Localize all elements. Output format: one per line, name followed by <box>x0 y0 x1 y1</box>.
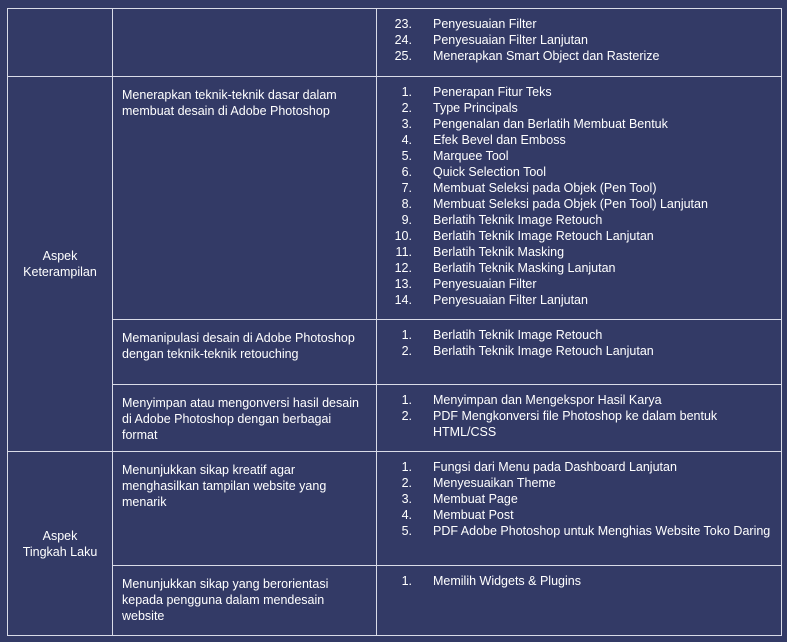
topic-number: 6. <box>401 165 412 179</box>
topic-text: PDF Adobe Photoshop untuk Menghias Website Toko Daring <box>433 524 771 538</box>
topic-item <box>377 196 773 212</box>
topic-number: 7. <box>401 181 412 195</box>
topic-list <box>377 573 773 589</box>
topic-number: 10. <box>394 229 412 243</box>
topic-text: Penyesuaian Filter Lanjutan <box>433 293 588 307</box>
topic-item <box>377 228 773 244</box>
topic-text: Menyesuaikan Theme <box>433 476 556 490</box>
topic-item <box>377 164 773 180</box>
aspect-skills-label-line2: Keterampilan <box>23 265 97 279</box>
topic-number: 12. <box>394 261 412 275</box>
topic-number: 3. <box>401 492 412 506</box>
topics-cell <box>377 385 782 452</box>
topic-list <box>377 84 773 308</box>
topic-item <box>377 343 773 359</box>
topic-item <box>377 180 773 196</box>
topic-item <box>377 116 773 132</box>
curriculum-table <box>7 8 782 636</box>
topic-text: Fungsi dari Menu pada Dashboard Lanjutan <box>433 460 677 474</box>
topic-item <box>377 392 773 408</box>
topic-number: 3. <box>401 117 412 131</box>
topic-number: 4. <box>401 508 412 522</box>
topic-text: Memilih Widgets & Plugins <box>433 574 581 588</box>
topic-list <box>377 392 773 440</box>
topic-item <box>377 48 773 64</box>
aspect-skills-cell <box>8 77 113 452</box>
topic-text: Berlatih Teknik Image Retouch Lanjutan <box>433 344 654 358</box>
topics-cell <box>377 320 782 385</box>
topic-number: 9. <box>401 213 412 227</box>
topic-item <box>377 507 773 523</box>
table-row <box>8 9 782 77</box>
topic-item <box>377 148 773 164</box>
topic-number: 24. <box>394 33 412 47</box>
topic-text: Penerapan Fitur Teks <box>433 85 552 99</box>
competency-cell: Menyimpan atau mengonversi hasil desain di Adobe Photoshop dengan berbagai format <box>113 385 377 452</box>
aspect-behavior-label-line1: Aspek <box>42 528 78 543</box>
topic-number: 13. <box>394 277 412 291</box>
topic-text: Pengenalan dan Berlatih Membuat Bentuk <box>433 117 668 131</box>
topic-item <box>377 100 773 116</box>
table-row <box>8 320 782 385</box>
topic-item <box>377 573 773 589</box>
topic-number: 8. <box>401 197 412 211</box>
table-row <box>8 452 782 566</box>
competency-cell: Memanipulasi desain di Adobe Photoshop dengan teknik-teknik retouching <box>113 320 377 385</box>
topic-text: Berlatih Teknik Masking <box>433 245 565 259</box>
topic-text: Berlatih Teknik Masking Lanjutan <box>433 261 616 275</box>
topic-number: 1. <box>401 393 412 407</box>
topic-text: Membuat Seleksi pada Objek (Pen Tool) Lanjutan <box>433 197 708 211</box>
topic-text: Berlatih Teknik Image Retouch <box>433 328 603 342</box>
table-row <box>8 77 782 320</box>
topic-text: Quick Selection Tool <box>433 165 547 179</box>
topic-list <box>377 327 773 359</box>
competency-cell: Menunjukkan sikap kreatif agar menghasilkan tampilan website yang menarik <box>113 452 377 566</box>
topic-item <box>377 212 773 228</box>
topic-number: 2. <box>401 476 412 490</box>
topic-text: Penyesuaian Filter <box>433 277 537 291</box>
topic-item <box>377 132 773 148</box>
topic-text: Marquee Tool <box>433 149 509 163</box>
topic-number: 1. <box>401 328 412 342</box>
topic-text: Berlatih Teknik Image Retouch Lanjutan <box>433 229 654 243</box>
topic-item <box>377 475 773 491</box>
topic-item <box>377 491 773 507</box>
topic-text: Penyesuaian Filter Lanjutan <box>433 33 588 47</box>
topic-text: Menerapkan Smart Object dan Rasterize <box>433 49 660 63</box>
topic-item <box>377 84 773 100</box>
topics-cell <box>377 9 782 77</box>
topic-number: 1. <box>401 574 412 588</box>
topic-item <box>377 260 773 276</box>
topic-number: 11. <box>395 245 412 259</box>
topic-number: 25. <box>394 49 412 63</box>
topic-number: 5. <box>401 524 412 538</box>
topic-number: 5. <box>401 149 412 163</box>
topic-text: Type Principals <box>433 101 518 115</box>
topic-item <box>377 523 773 539</box>
aspect-behavior-label-line2: Tingkah Laku <box>22 544 98 559</box>
topic-item <box>377 292 773 308</box>
aspect-behavior-cell <box>8 452 113 636</box>
aspect-cell-empty <box>8 9 113 77</box>
table-row <box>8 385 782 452</box>
topic-number: 2. <box>401 344 412 358</box>
competency-cell <box>113 9 377 77</box>
topic-text: Menyimpan dan Mengekspor Hasil Karya <box>433 393 662 407</box>
topic-text: Membuat Page <box>433 492 518 506</box>
topic-text: Membuat Post <box>433 508 514 522</box>
topic-list <box>377 16 773 64</box>
topic-number: 2. <box>401 101 412 115</box>
topic-item <box>377 276 773 292</box>
table-row <box>8 566 782 636</box>
topic-item <box>377 408 773 440</box>
topic-text: Membuat Seleksi pada Objek (Pen Tool) <box>433 181 657 195</box>
topic-number: 1. <box>401 85 412 99</box>
topic-text: Berlatih Teknik Image Retouch <box>433 213 603 227</box>
topics-cell <box>377 452 782 566</box>
topic-text: Efek Bevel dan Emboss <box>433 133 566 147</box>
topic-number: 23. <box>394 17 412 31</box>
topic-item <box>377 327 773 343</box>
topic-list <box>377 459 773 539</box>
aspect-skills-label-line1: Aspek <box>42 249 78 263</box>
topic-number: 4. <box>401 133 412 147</box>
topic-item <box>377 459 773 475</box>
topics-cell <box>377 77 782 320</box>
topic-item <box>377 244 773 260</box>
topic-text: PDF Mengkonversi file Photoshop ke dalam bentuk HTML/CSS <box>433 409 718 439</box>
topics-cell <box>377 566 782 636</box>
topic-number: 1. <box>401 460 412 474</box>
topic-item <box>377 32 773 48</box>
competency-cell: Menerapkan teknik-teknik dasar dalam membuat desain di Adobe Photoshop <box>113 77 377 320</box>
topic-number: 14. <box>394 293 412 307</box>
topic-item <box>377 16 773 32</box>
competency-cell: Menunjukkan sikap yang berorientasi kepada pengguna dalam mendesain website <box>113 566 377 636</box>
topic-number: 2. <box>401 409 412 423</box>
topic-text: Penyesuaian Filter <box>433 17 537 31</box>
